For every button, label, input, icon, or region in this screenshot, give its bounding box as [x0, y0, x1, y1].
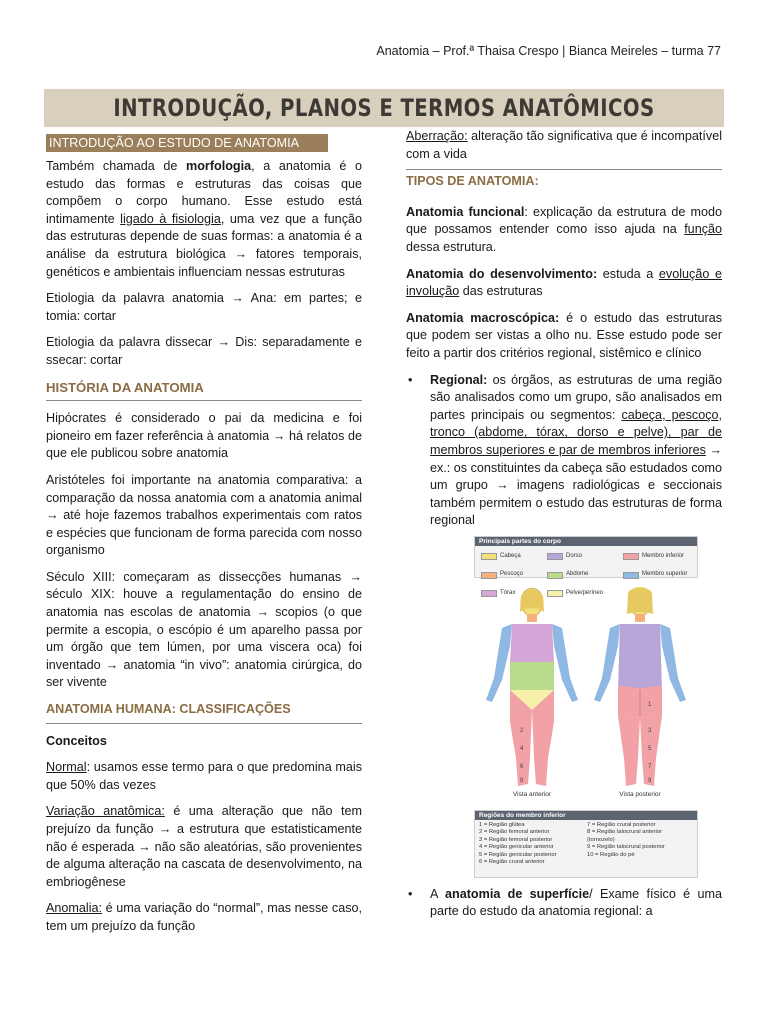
legend-swatch: [481, 553, 497, 560]
svg-text:8: 8: [520, 777, 524, 784]
legend-item: [547, 548, 623, 566]
anterior-body-illustration: [478, 582, 586, 796]
region-item: 7 = Região crural posterior: [587, 821, 656, 828]
figure-legend: [474, 536, 698, 597]
svg-text:6: 6: [520, 763, 524, 770]
anterior-view: [478, 582, 586, 802]
history-heading: HISTÓRIA DA ANATOMIA: [46, 379, 362, 402]
legend-swatch: [623, 553, 639, 560]
region-item: 5 = Região genicular posterior: [479, 851, 557, 858]
right-column: [406, 128, 722, 927]
regions-legend: [474, 810, 698, 878]
left-column: [46, 134, 362, 945]
history-seculo: Século XIII: começaram as dissecções humanas → século XIX: houve a regulamentação do ensino de anatomia nas escolas de anatomia → scopios (o que permite a escopia, o escópio é um aparelho passa por um órgão que tem lúmen, por uma viscera oca) foi inventado → anatomia “in vivo”: anatomia cirúrgica, do ser vivente: [46, 569, 362, 690]
region-item: 2 = Região femoral anterior: [479, 829, 550, 836]
classification-heading: ANATOMIA HUMANA: CLASSIFICAÇÕES: [46, 701, 362, 724]
legend-label: Abdome: [566, 571, 589, 578]
legend-swatch: [481, 572, 497, 579]
page-header: Anatomia – Prof.ª Thaisa Crespo | Bianca Meireles – turma 77: [376, 44, 721, 58]
region-item: 8 = Região talocrural anterior: [587, 829, 662, 836]
region-item: 1 = Região glútea: [479, 821, 525, 828]
types-heading: TIPOS DE ANATOMIA:: [406, 169, 722, 195]
regions-title: Regiões do membro inferior: [475, 811, 697, 820]
concept-aberration: Aberração: alteração tão significativa que é incompatível com a vida: [406, 129, 722, 161]
svg-text:7: 7: [648, 763, 652, 770]
page-title: INTRODUÇÃO, PLANOS E TERMOS ANATÔMICOS: [113, 94, 655, 122]
surface-list: [406, 886, 722, 921]
body-regions-figure: [474, 536, 698, 878]
legend-swatch: [547, 553, 563, 560]
type-functional: Anatomia funcional: explicação da estrutura de modo que possamos entender como isso ajuda na função dessa estrutura.: [406, 204, 722, 254]
legend-swatch: [623, 572, 639, 579]
svg-text:2: 2: [520, 727, 524, 734]
concept-variation: Variação anatômica: é uma alteração que não tem prejuízo da função → a estrutura que estatisticamente não é esperada → não são aleatórias, são provenientes de alguma alteração na cascata de desenvolvimento, na embriogênese: [46, 804, 362, 889]
bullet-icon: •: [408, 886, 413, 901]
concepts-heading: Conceitos: [46, 733, 107, 748]
legend-item: [481, 548, 547, 566]
svg-text:3: 3: [648, 727, 652, 734]
anterior-caption: Vista anterior: [512, 791, 552, 799]
etymology-dissecar: Etiologia da palavra dissecar → Dis: separadamente e ssecar: cortar: [46, 335, 362, 367]
concept-normal: Normal: usamos esse termo para o que predomina mais que 50% das vezes: [46, 760, 362, 792]
history-hipocrates: Hipócrates é considerado o pai da medicina e foi pioneiro em fazer referência à anatomia → há relatos de que ele publicou sobre anatomia: [46, 411, 362, 461]
region-item: [587, 859, 695, 866]
legend-label: Pelve/períneo: [566, 590, 604, 597]
body-views: [474, 578, 698, 802]
posterior-view: [586, 582, 694, 802]
svg-text:1: 1: [648, 701, 652, 708]
legend-label: Pescoço: [500, 571, 524, 578]
title-banner: [44, 89, 724, 127]
svg-text:9: 9: [648, 777, 652, 784]
legend-label: Cabeça: [500, 552, 521, 559]
intro-heading: INTRODUÇÃO AO ESTUDO DE ANATOMIA: [46, 134, 328, 152]
svg-text:5: 5: [648, 745, 652, 752]
region-item: 3 = Região femoral posterior: [479, 836, 553, 843]
region-item: 4 = Região genicular anterior: [479, 844, 554, 851]
region-item: 6 = Região crural anterior: [479, 858, 545, 865]
region-item: 10 = Região do pé: [587, 851, 635, 858]
legend-label: Membro superior: [642, 571, 688, 578]
legend-label: Tórax: [500, 590, 516, 597]
legend-swatch: [547, 572, 563, 579]
concept-anomaly: Anomalia: é uma variação do “normal”, mas nesse caso, tem um prejuízo da função: [46, 901, 362, 933]
legend-label: Dorso: [566, 552, 583, 559]
posterior-caption: Vista posterior: [619, 791, 661, 799]
region-item: (tornozelo): [587, 836, 615, 843]
regions-grid: [475, 820, 697, 866]
svg-text:4: 4: [520, 745, 524, 752]
list-item-regional: • Regional: os órgãos, as estruturas de uma região são analisados como um grupo, são analisados em partes principais ou segmentos: cabeça, pescoço, tronco (abdome, tórax, dorso e pelve), par de membros superiores e par de membros inferiores → ex.: os constituintes da cabeça são estudados como um grupo → imagens radiológicas e seccionais também permitem o estudo das estruturas de forma regional: [408, 372, 723, 528]
legend-label: Membro inferior: [642, 552, 685, 559]
list-item-surface: • A anatomia de superfície/ Exame físico é uma parte do estudo da anatomia regional: a: [408, 886, 722, 919]
region-item: 9 = Região talocrural posterior: [587, 844, 665, 851]
bullet-icon: •: [408, 372, 413, 387]
type-development: Anatomia do desenvolvimento: estuda a evolução e involução das estruturas: [406, 266, 722, 299]
type-macroscopic: Anatomia macroscópica: é o estudo das estruturas que podem ser vistas a olho nu. Esse estudo pode ser feito a partir dos critérios regional, sistêmico e clínico: [406, 310, 722, 360]
intro-paragraph: Também chamada de morfologia, a anatomia é o estudo das formas e estruturas das coisas que compõem o corpo humano. Esse estudo está intimamente ligado à fisiologia, uma vez que a função das estruturas depende de suas formas: a anatomia é a análise da estrutura biológica → fatores temporais, genéticos e ambientais influenciam nessas estruturas: [46, 159, 362, 279]
posterior-body-illustration: [586, 582, 694, 796]
legend-title: Principais partes do corpo: [475, 537, 697, 546]
macro-criteria-list: [406, 372, 722, 530]
etymology-anatomia: Etiologia da palavra anatomia → Ana: em partes; e tomia: cortar: [46, 291, 362, 323]
history-aristoteles: Aristóteles foi importante na anatomia comparativa: a comparação da nossa anatomia com a anatomia animal → até hoje fazemos trabalhos experimentais com ratos e espécies que funcionam de forma parecida com nosso organismo: [46, 472, 362, 558]
legend-item: [623, 548, 699, 566]
